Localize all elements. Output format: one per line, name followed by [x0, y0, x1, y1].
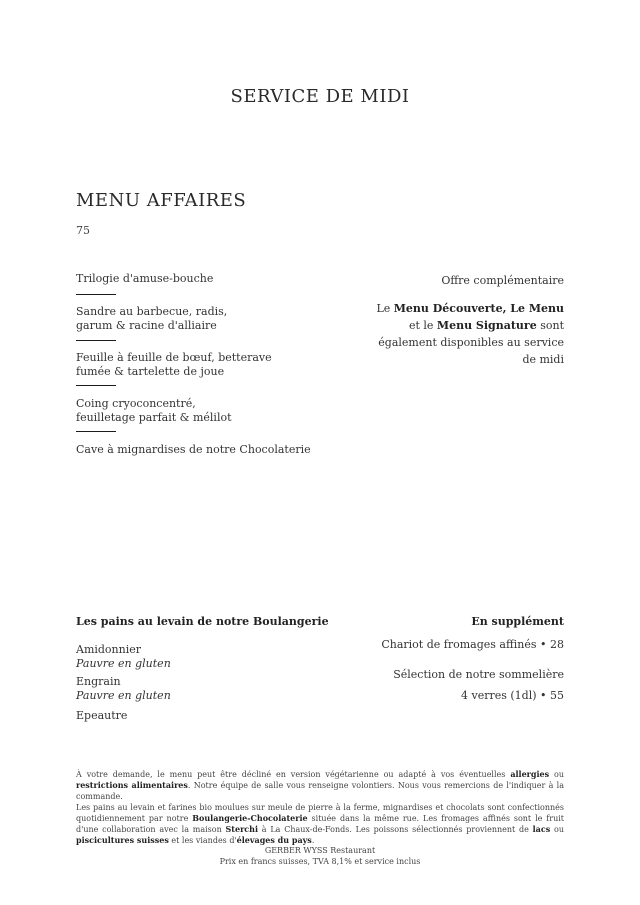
- course-line: garum & racine d'alliaire: [76, 319, 217, 332]
- course-line: fumée & tartelette de joue: [76, 365, 225, 378]
- course-separator: [76, 340, 116, 341]
- supplement-cheese: Chariot de fromages affinés • 28: [381, 638, 564, 651]
- note-allergies: À votre demande, le menu peut être décliné en version végétarienne ou adapté à vos éventuelles allergies ou restrictions alimentaires. Notre équipe de salle vous renseigne volontiers. Nous vous remercions de l'indiquer à la commande.: [76, 769, 564, 801]
- supplement-wine-price: 4 verres (1dl) • 55: [460, 689, 564, 702]
- offer-menu-signature: Menu Signature: [436, 319, 537, 332]
- bread-item-amidonnier: [76, 643, 171, 671]
- course-2: [76, 305, 326, 333]
- course-line: Feuille à feuille de bœuf, betterave: [76, 351, 272, 364]
- course-1: [76, 272, 326, 286]
- bread-name: Amidonnier: [76, 643, 142, 656]
- course-4: [76, 397, 326, 425]
- course-line: Cave à mignardises de notre Chocolaterie: [76, 443, 311, 456]
- breads-heading: Les pains au levain de notre Boulangerie: [76, 615, 329, 628]
- bread-item-engrain: [76, 675, 171, 703]
- bread-note: Pauvre en gluten: [76, 657, 171, 670]
- bread-note: Pauvre en gluten: [76, 689, 171, 702]
- course-separator: [76, 294, 116, 295]
- bread-name: Engrain: [76, 675, 121, 688]
- offer-heading: Offre complémentaire: [441, 274, 564, 287]
- menu-price: 75: [76, 224, 90, 237]
- supplement-wine-title: Sélection de notre sommelière: [393, 668, 564, 681]
- page-title: SERVICE DE MIDI: [230, 86, 410, 107]
- footer-prices: Prix en francs suisses, TVA 8,1% et service inclus: [219, 857, 421, 866]
- course-5: [76, 443, 326, 457]
- bread-item-epeautre: [76, 709, 127, 723]
- course-line: Coing cryoconcentré,: [76, 397, 196, 410]
- offer-le-menu: Le Menu: [510, 302, 564, 315]
- note-sourcing: Les pains au levain et farines bio moulues sur meule de pierre à la ferme, mignardises et chocolats sont confectionnés quotidiennement par notre Boulangerie-Chocolaterie située dans la même rue. Les fromages affinés sont le fruit d'une collaboration avec la maison Sterchi à La Chaux-de-Fonds. Les poissons sélectionnés proviennent de lacs ou piscicultures suisses et les viandes d'élevages du pays.: [76, 803, 564, 845]
- course-line: Sandre au barbecue, radis,: [76, 305, 228, 318]
- course-3: [76, 351, 326, 379]
- course-separator: [76, 385, 116, 386]
- bread-name: Epeautre: [76, 709, 128, 722]
- offer-menu-decouverte: Menu Découverte: [393, 302, 503, 315]
- offer-text: Le Menu Découverte, Le Menu et le Menu Signature sont également disponibles au service de midi: [376, 302, 564, 366]
- course-separator: [76, 431, 116, 432]
- supplement-heading: En supplément: [471, 615, 564, 628]
- footer-restaurant: GERBER WYSS Restaurant: [264, 846, 376, 855]
- course-line: Trilogie d'amuse-bouche: [76, 272, 214, 285]
- course-line: feuilletage parfait & mélilot: [76, 411, 232, 424]
- menu-title: MENU AFFAIRES: [76, 190, 247, 211]
